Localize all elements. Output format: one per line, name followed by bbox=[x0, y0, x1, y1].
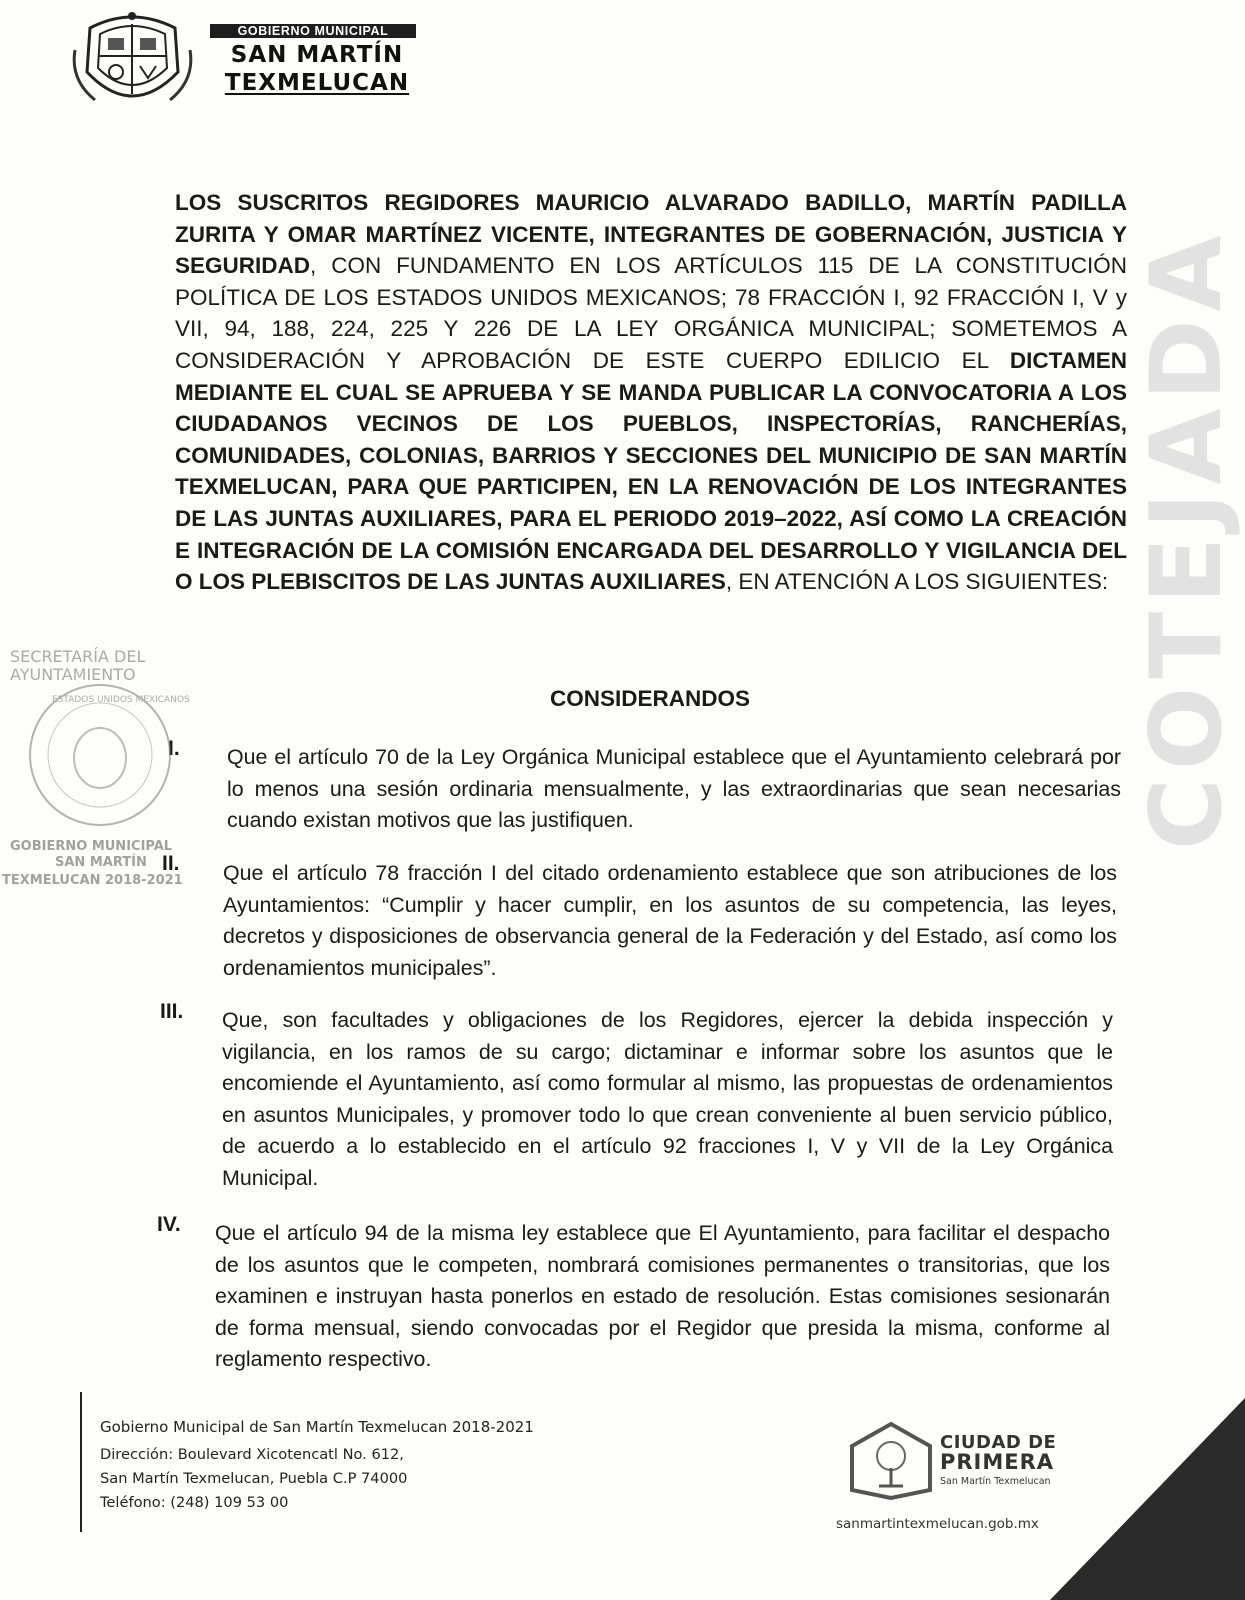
stamp-line-2: AYUNTAMIENTO bbox=[10, 665, 136, 684]
item-text: Que, son facultades y obligaciones de los Regidores, ejercer la debida inspección y vigilancia, en los ramos de su cargo; dictaminar e informar sobre los asuntos que le encomiende el Ayuntamiento, así como formular al mismo, las propuestas de ordenamientos en asuntos Municipales, y promover todo lo que crean conveniente al buen servicio público, de acuerdo a lo establecido en el artículo 92 fracciones I, V y VII de la Ley Orgánica Municipal. bbox=[222, 1008, 1113, 1190]
stamp-line-4: SAN MARTÍN bbox=[55, 855, 147, 870]
city-name-line-2: TEXMELUCAN bbox=[224, 70, 410, 96]
website-url: sanmartintexmelucan.gob.mx bbox=[836, 1516, 1039, 1532]
footer-address-1: Dirección: Boulevard Xicotencatl No. 612, bbox=[100, 1446, 404, 1463]
item-text: Que el artículo 70 de la Ley Orgánica Municipal establece que el Ayuntamiento celebrará por lo menos una sesión ordinaria mensualmente, y las extraordinarias que sean necesarias cuando existan motivos que las justifiquen. bbox=[227, 745, 1121, 832]
footer-phone: Teléfono: (248) 109 53 00 bbox=[100, 1494, 289, 1511]
brand-line-3: San Martín Texmelucan bbox=[940, 1476, 1051, 1487]
item-number: III. bbox=[160, 1000, 184, 1023]
item-text: Que el artículo 94 de la misma ley establece que El Ayuntamiento, para facilitar el despacho de los asuntos que le competen, nombrará comisiones permanentes o transitorias, que los examinen e instruyan hasta ponerlos en estado de resolución. Estas comisiones sesionarán de forma mensual, siendo convocadas por el Regidor que presida la misma, conforme al reglamento respectivo. bbox=[215, 1221, 1110, 1371]
intro-bold-1: LOS SUSCRITOS REGIDORES MAURICIO ALVARADO BADILLO, MARTÍN PADILLA ZURITA Y OMAR MARTÍNEZ VICENTE, INTEGRANTES DE GOBERNACIÓN, JUSTICIA Y SEGURIDAD bbox=[175, 190, 1127, 279]
footer-government: Gobierno Municipal de San Martín Texmelucan 2018-2021 bbox=[100, 1418, 534, 1436]
cotejada-watermark: COTEJADA bbox=[1130, 227, 1244, 850]
footer-divider bbox=[80, 1392, 82, 1532]
brand-line-2: PRIMERA bbox=[940, 1450, 1055, 1474]
footer-address-2: San Martín Texmelucan, Puebla C.P 74000 bbox=[100, 1470, 408, 1487]
ciudad-de-primera-logo-icon bbox=[846, 1420, 936, 1500]
corner-triangle-decoration bbox=[1050, 1398, 1245, 1600]
secretaria-stamp bbox=[0, 640, 230, 900]
stamp-line-3: GOBIERNO MUNICIPAL bbox=[10, 839, 173, 854]
intro-text-2: , EN ATENCIÓN A LOS SIGUIENTES: bbox=[725, 569, 1109, 595]
intro-text-1: , CON FUNDAMENTO EN LOS ARTÍCULOS 115 DE LA CONSTITUCIÓN POLÍTICA DE LOS ESTADOS UNIDOS MEXICANOS; 78 FRACCIÓN I, 92 FRACCIÓN I, V y VII, 94, 188, 224, 225 Y 226 DE LA LEY ORGÁNICA MUNICIPAL; SOMETEMOS A CONSIDERACIÓN Y APROBACIÓN DE ESTE CUERPO EDILICIO EL bbox=[175, 253, 1127, 373]
item-text: Que el artículo 78 fracción I del citado ordenamiento establece que son atribuciones de los Ayuntamientos: “Cumplir y hacer cumplir, en los asuntos de su competencia, las leyes, decretos y disposiciones de observancia general de la Federación y del Estado, así como los ordenamientos municipales”. bbox=[223, 861, 1117, 980]
stamp-ring-text: ESTADOS UNIDOS MEXICANOS bbox=[52, 695, 190, 705]
stamp-line-1: SECRETARÍA DEL bbox=[10, 647, 146, 666]
municipal-crest-logo bbox=[70, 10, 195, 110]
intro-paragraph bbox=[175, 187, 1127, 598]
item-number: I. bbox=[168, 737, 180, 760]
section-title: CONSIDERANDOS bbox=[549, 686, 751, 711]
gov-label: GOBIERNO MUNICIPAL bbox=[210, 24, 416, 38]
item-number: IV. bbox=[157, 1213, 181, 1236]
stamp-line-5: TEXMELUCAN 2018-2021 bbox=[2, 873, 183, 888]
brand-line-1: CIUDAD DE bbox=[940, 1432, 1057, 1453]
city-name-line-1: SAN MARTÍN bbox=[230, 42, 404, 68]
intro-bold-2: DICTAMEN MEDIANTE EL CUAL SE APRUEBA Y SE MANDA PUBLICAR LA CONVOCATORIA A LOS CIUDADANOS VECINOS DE LOS PUEBLOS, INSPECTORÍAS, RANCHERÍAS, COMUNIDADES, COLONIAS, BARRIOS Y SECCIONES DEL MUNICIPIO DE SAN MARTÍN TEXMELUCAN, PARA QUE PARTICIPEN, EN LA RENOVACIÓN DE LOS INTEGRANTES DE LAS JUNTAS AUXILIARES, PARA EL PERIODO 2019–2022, ASÍ COMO LA CREACIÓN E INTEGRACIÓN DE LA COMISIÓN ENCARGADA DEL DESARROLLO Y VIGILANCIA DEL O LOS PLEBISCITOS DE LAS JUNTAS AUXILIARES bbox=[175, 347, 1127, 595]
item-number: II. bbox=[162, 852, 180, 875]
